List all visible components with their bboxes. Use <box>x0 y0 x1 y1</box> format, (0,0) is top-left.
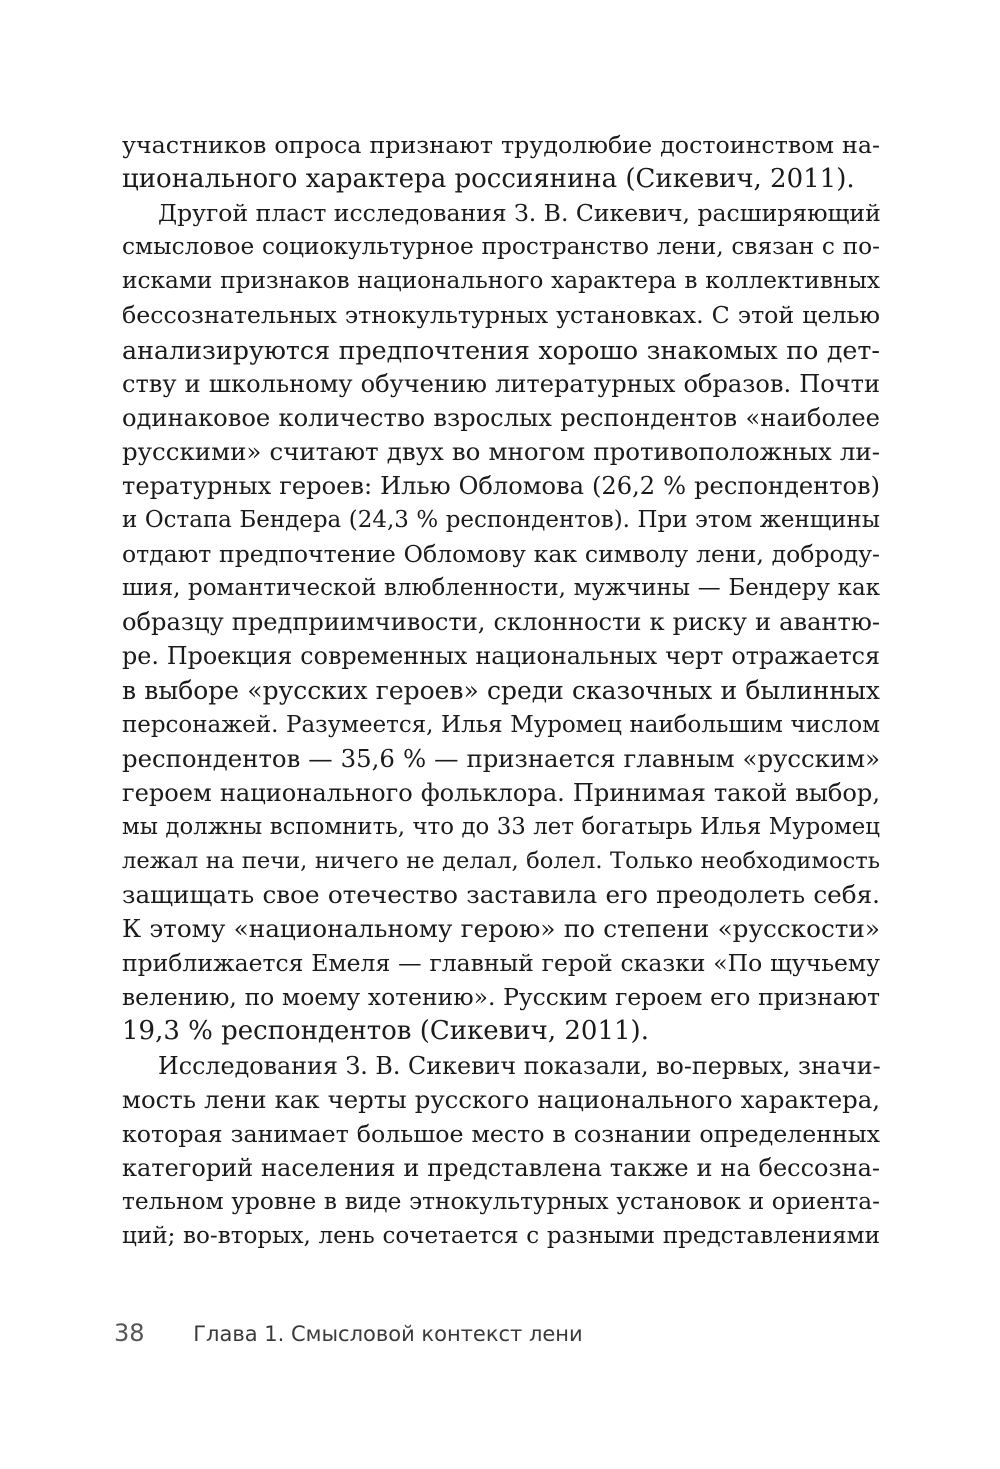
text-line: шия, романтической влюбленности, мужчины — Бендеру как <box>122 575 880 602</box>
text-line: смысловое социокультурное пространство лени, связан с по- <box>122 233 880 261</box>
text-line: участников опроса признают трудолюбие достоинством на- <box>122 131 880 159</box>
page-number: 38 <box>114 1319 145 1347</box>
text-line: тературных героев: Илью Обломова (26,2 % респондентов) <box>122 471 880 500</box>
text-line: защищать свое отечество заставила его преодолеть себя. <box>122 880 880 910</box>
text-line: лежал на печи, ничего не делал, болел. Только необходимость <box>122 847 880 874</box>
text-line: бессознательных этнокультурных установках. С этой целью <box>122 301 880 330</box>
text-line: которая занимает большое место в сознании определенных <box>122 1119 880 1148</box>
text-line: мы должны вспомнить, что до 33 лет богатырь Илья Муромец <box>122 813 880 840</box>
text-line: в выборе «русских героев» среди сказочных и былинных <box>122 675 880 705</box>
text-line: ций; во-вторых, лень сочетается с разными представлениями <box>122 1223 880 1249</box>
text-line: Исследования З. В. Сикевич показали, во-первых, значи- <box>158 1051 881 1080</box>
page-footer <box>114 1319 874 1347</box>
text-line: респондентов — 35,6 % — признается главным «русским» <box>122 743 880 773</box>
text-line: образцу предприимчивости, склонности к риску и авантю- <box>122 608 880 637</box>
text-line: категорий населения и представлена также и на бессозна- <box>122 1153 880 1182</box>
text-line: Другой пласт исследования З. В. Сикевич, расширяющий <box>158 199 881 228</box>
text-line: героем национального фольклора. Принимая такой выбор, <box>122 778 880 807</box>
text-line: персонажей. Разумеется, Илья Муромец наибольшим числом <box>122 711 880 738</box>
text-line: анализируются предпочтения хорошо знакомых по дет- <box>122 334 880 365</box>
text-line: мость лени как черты русского национального характера, <box>122 1084 880 1114</box>
running-chapter-title: Глава 1. Смысловой контекст лени <box>193 1322 583 1346</box>
text-line: и Остапа Бендера (24,3 % респондентов). При этом женщины <box>122 507 880 534</box>
text-line: ству и школьному обучению литературных образов. Почти <box>122 369 880 398</box>
text-line: велению, по моему хотению». Русским героем его признают <box>122 983 880 1012</box>
text-line: отдают предпочтение Обломову как символу лени, доброду- <box>122 540 880 569</box>
text-line: приближается Емеля — главный герой сказки «По щучьему <box>122 949 880 978</box>
text-line: К этому «национальному герою» по степени «русскости» <box>122 914 880 944</box>
text-line: ционального характера россиянина (Сикевич, 2011). <box>122 164 855 195</box>
text-line: тельном уровне в виде этнокультурных установок и ориента- <box>122 1187 880 1215</box>
text-line: исками признаков национального характера в коллективных <box>122 267 880 295</box>
text-line: 19,3 % респондентов (Сикевич, 2011). <box>122 1016 649 1047</box>
body-text <box>122 128 880 1253</box>
text-line: одинаковое количество взрослых респондентов «наиболее <box>122 403 880 432</box>
text-line: русскими» считают двух во многом противоположных ли- <box>122 436 880 466</box>
text-line: ре. Проекция современных национальных черт отражается <box>122 642 880 671</box>
